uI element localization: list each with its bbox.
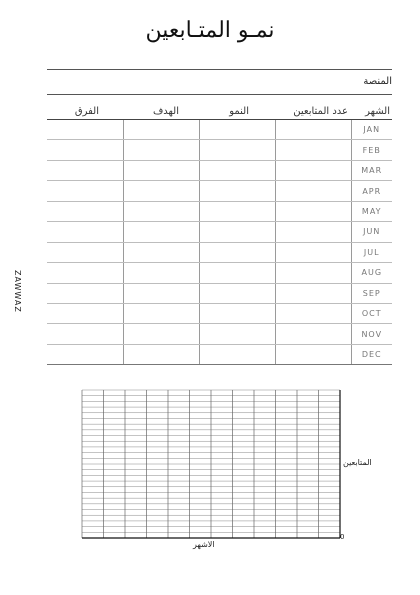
entry-cell[interactable] xyxy=(47,160,123,180)
table-row xyxy=(47,222,392,242)
platform-label: المنصة xyxy=(363,76,392,87)
entry-cell[interactable] xyxy=(123,222,199,242)
table-row xyxy=(47,324,392,344)
entry-cell[interactable] xyxy=(275,283,351,303)
month-label: FEB xyxy=(351,140,392,160)
entry-cell[interactable] xyxy=(47,242,123,262)
chart-y-label: المتابعين xyxy=(343,458,372,467)
column-header-goal: الهدف xyxy=(152,106,179,117)
table-row xyxy=(47,263,392,283)
entry-cell[interactable] xyxy=(47,201,123,221)
entry-cell[interactable] xyxy=(275,344,351,364)
entry-cell[interactable] xyxy=(199,160,275,180)
page-title: نمـو المتـابعين xyxy=(145,18,275,43)
entry-cell[interactable] xyxy=(275,324,351,344)
entry-cell[interactable] xyxy=(199,140,275,160)
month-label: JUL xyxy=(351,242,392,262)
entry-cell[interactable] xyxy=(275,120,351,140)
entry-cell[interactable] xyxy=(123,283,199,303)
entry-cell[interactable] xyxy=(123,344,199,364)
table-row xyxy=(47,344,392,364)
growth-chart-grid xyxy=(80,388,345,541)
month-label: JAN xyxy=(351,120,392,140)
entry-cell[interactable] xyxy=(275,140,351,160)
table-row xyxy=(47,181,392,201)
entry-cell[interactable] xyxy=(123,303,199,323)
entry-cell[interactable] xyxy=(275,303,351,323)
entry-cell[interactable] xyxy=(47,263,123,283)
table-row xyxy=(47,120,392,140)
entry-cell[interactable] xyxy=(199,242,275,262)
growth-table xyxy=(47,120,392,365)
entry-cell[interactable] xyxy=(123,263,199,283)
table-row xyxy=(47,303,392,323)
entry-cell[interactable] xyxy=(275,181,351,201)
month-label: MAR xyxy=(351,160,392,180)
month-label: SEP xyxy=(351,283,392,303)
entry-cell[interactable] xyxy=(47,120,123,140)
entry-cell[interactable] xyxy=(123,140,199,160)
column-header-difference: الفرق xyxy=(74,106,99,117)
entry-cell[interactable] xyxy=(275,201,351,221)
table-row xyxy=(47,283,392,303)
entry-cell[interactable] xyxy=(47,140,123,160)
entry-cell[interactable] xyxy=(123,160,199,180)
entry-cell[interactable] xyxy=(199,283,275,303)
entry-cell[interactable] xyxy=(275,222,351,242)
entry-cell[interactable] xyxy=(47,181,123,201)
entry-cell[interactable] xyxy=(47,324,123,344)
divider-top xyxy=(47,69,392,70)
brand-logo: ZAWWAZ xyxy=(13,270,22,313)
month-label: OCT xyxy=(351,303,392,323)
month-label: APR xyxy=(351,181,392,201)
entry-cell[interactable] xyxy=(199,324,275,344)
month-label: AUG xyxy=(351,263,392,283)
entry-cell[interactable] xyxy=(47,283,123,303)
table-row xyxy=(47,242,392,262)
entry-cell[interactable] xyxy=(123,181,199,201)
month-label: NOV xyxy=(351,324,392,344)
month-label: MAY xyxy=(351,201,392,221)
column-header-month: الشهر xyxy=(365,106,390,117)
entry-cell[interactable] xyxy=(123,324,199,344)
chart-x-label: الاشهر xyxy=(193,540,215,549)
entry-cell[interactable] xyxy=(199,344,275,364)
entry-cell[interactable] xyxy=(199,181,275,201)
table-row xyxy=(47,201,392,221)
entry-cell[interactable] xyxy=(47,222,123,242)
column-header-growth: النمو xyxy=(229,106,249,117)
entry-cell[interactable] xyxy=(47,303,123,323)
entry-cell[interactable] xyxy=(199,120,275,140)
entry-cell[interactable] xyxy=(123,120,199,140)
column-header-followers: عدد المتابعين xyxy=(293,106,348,117)
entry-cell[interactable] xyxy=(199,222,275,242)
entry-cell[interactable] xyxy=(199,201,275,221)
month-label: JUN xyxy=(351,222,392,242)
entry-cell[interactable] xyxy=(123,201,199,221)
chart-origin-label: 0 xyxy=(340,533,345,541)
entry-cell[interactable] xyxy=(199,263,275,283)
entry-cell[interactable] xyxy=(123,242,199,262)
entry-cell[interactable] xyxy=(275,263,351,283)
month-label: DEC xyxy=(351,344,392,364)
entry-cell[interactable] xyxy=(47,344,123,364)
entry-cell[interactable] xyxy=(275,160,351,180)
entry-cell[interactable] xyxy=(199,303,275,323)
divider-platform xyxy=(47,94,392,95)
entry-cell[interactable] xyxy=(275,242,351,262)
table-row xyxy=(47,160,392,180)
table-row xyxy=(47,140,392,160)
